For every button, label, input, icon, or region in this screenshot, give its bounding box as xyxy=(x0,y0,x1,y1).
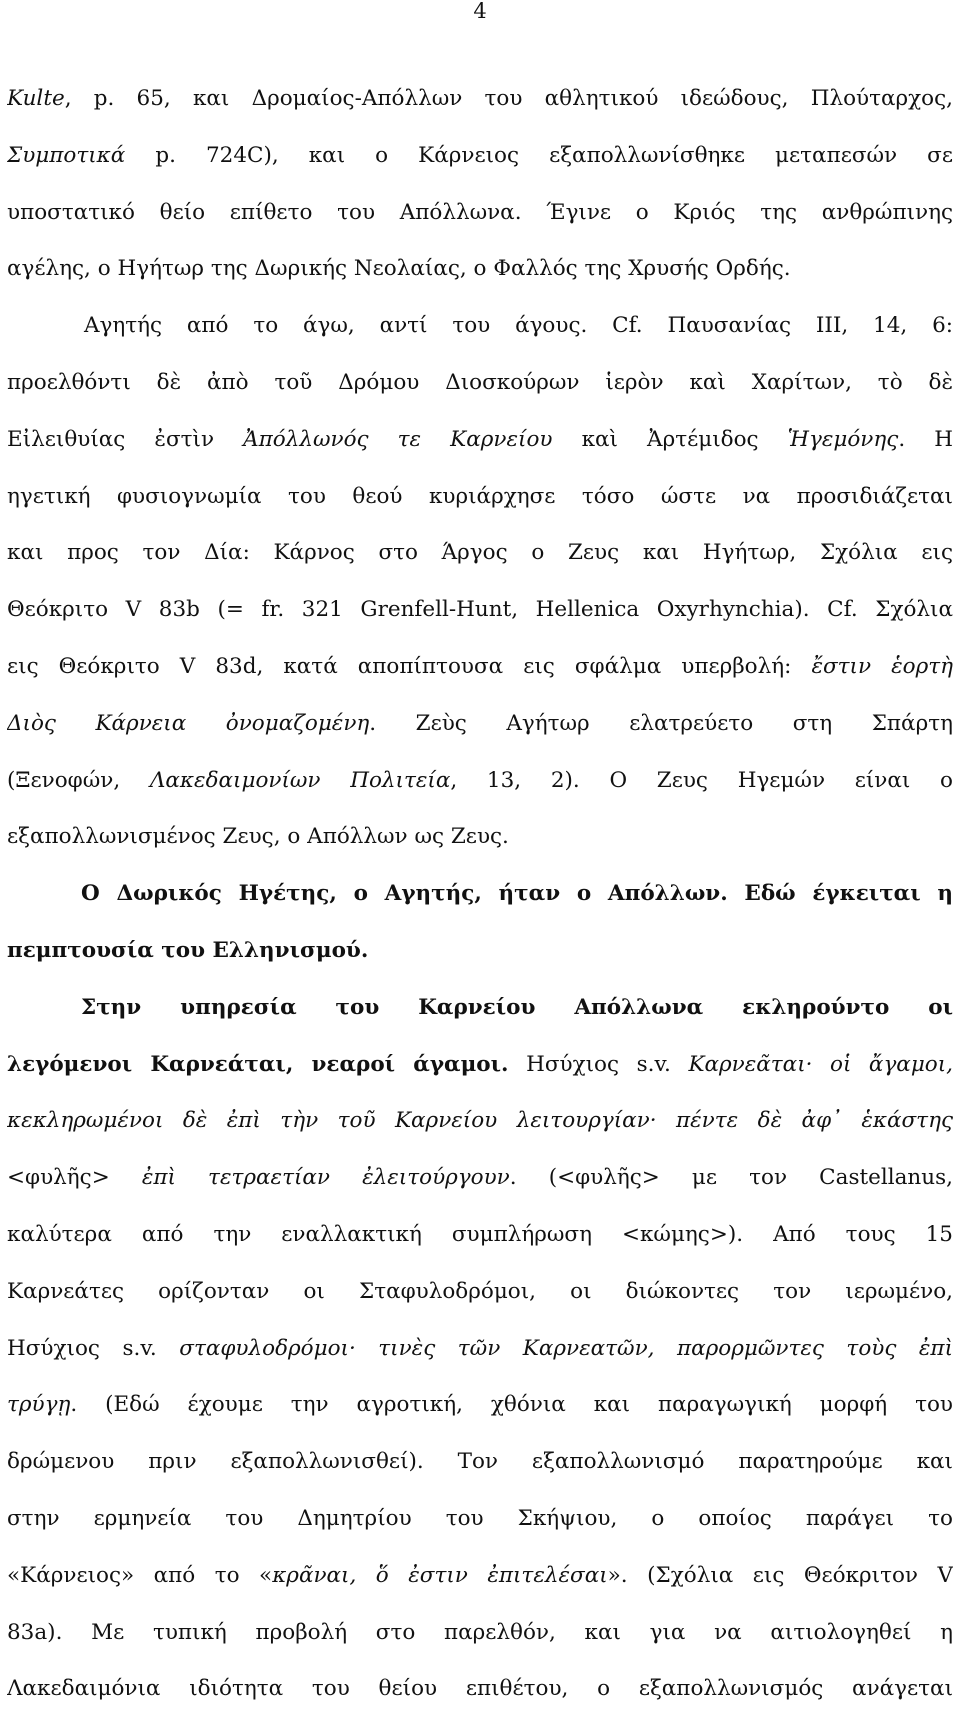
text-run: . Η xyxy=(898,426,953,452)
text-run: ». (Σχόλια εις Θεόκριτον V xyxy=(607,1562,953,1588)
text-run: λεγόμενοι Καρνεάται, νεαροί άγαμοι. xyxy=(7,1051,509,1077)
text-line xyxy=(7,1037,953,1094)
text-run: εις Θεόκριτο V 83d, κατά αποπίπτουσα εις σφάλμα υπερβολή: xyxy=(7,653,812,679)
text-run: υποστατικό θείο επίθετο του Απόλλωνα. Έγινε ο Κριός της ανθρώπινης xyxy=(7,199,953,225)
text-line xyxy=(7,1605,953,1662)
text-run: κρᾶναι, ὅ ἐστιν ἐπιτελέσαι xyxy=(272,1562,608,1588)
text-run: Ησύχιος s.v. xyxy=(508,1051,689,1077)
text-line xyxy=(7,525,953,582)
text-run: αγέλης, ο Ηγήτωρ της Δωρικής Νεολαίας, ο Φαλλός της Χρυσής Ορδής. xyxy=(7,256,791,282)
text-run: καλύτερα από την εναλλακτική συμπλήρωση <κώμης>). Από τους 15 xyxy=(7,1221,953,1247)
text-run: στην ερμηνεία του Δημητρίου του Σκήψιου, ο οποίος παράγει το xyxy=(7,1505,953,1531)
text-run: Λακεδαιμόνια ιδιότητα του θείου επιθέτου, ο εξαπολλωνισμός ανάγεται xyxy=(7,1676,953,1702)
text-line xyxy=(7,185,953,242)
text-line xyxy=(7,128,953,185)
text-run: Καρνεᾶται· οἱ ἄγαμοι, xyxy=(688,1051,953,1077)
text-run: (Ξενοφών, xyxy=(7,767,150,793)
text-run: <φυλῆς> xyxy=(7,1165,142,1191)
text-line xyxy=(7,298,953,355)
text-line xyxy=(7,696,953,753)
text-run: . (<φυλῆς> με τον Castellanus, xyxy=(509,1165,953,1191)
text-line xyxy=(7,1548,953,1605)
text-line xyxy=(7,241,953,298)
text-run: Ἡγεμόνης xyxy=(787,426,899,452)
text-run: και προς τον Δία: Κάρνος στο Άργος ο Ζευς και Ηγήτωρ, Σχόλια εις xyxy=(7,540,953,566)
text-line xyxy=(7,1434,953,1491)
text-run: , p. 65, και Δρομαίος-Απόλλων του αθλητικού ιδεώδους, Πλούταρχος, xyxy=(64,86,953,111)
text-run: κεκληρωμένοι δὲ ἐπὶ τὴν τοῦ Καρνείου λειτουργίαν· πέντε δὲ ἀφ᾽ ἑκάστης xyxy=(7,1108,953,1134)
text-run: πεμπτουσία του Ελληνισμού. xyxy=(7,937,369,963)
text-line xyxy=(7,866,953,923)
text-run: Kulte xyxy=(7,86,65,111)
text-run: δρώμενου πριν εξαπολλωνισθεί). Τον εξαπολλωνισμό παρατηρούμε και xyxy=(7,1449,953,1475)
text-line xyxy=(7,1207,953,1264)
text-line xyxy=(7,809,953,866)
text-run: ηγετική φυσιογνωμία του θεού κυριάρχησε τόσο ώστε να προσιδιάζεται xyxy=(7,483,953,509)
text-run: Καρνεάτες ορίζονταν οι Σταφυλοδρόμοι, οι διώκοντες τον ιερωμένο, xyxy=(7,1278,953,1304)
text-line xyxy=(7,1661,953,1718)
text-line xyxy=(7,1150,953,1207)
text-line xyxy=(7,1377,953,1434)
text-run: Εἰλειθυίας ἐστὶν xyxy=(7,426,244,452)
text-run: , 13, 2). Ο Ζευς Ηγεμών είναι ο xyxy=(450,767,953,793)
text-run: Διὸς Κάρνεια ὀνομαζομένη xyxy=(7,710,370,736)
page-number: 4 xyxy=(473,0,487,23)
text-run: p. 724C), και ο Κάρνειος εξαπολλωνίσθηκε μεταπεσών σε xyxy=(125,142,953,168)
text-run: 83a). Με τυπική προβολή στο παρελθόν, και για να αιτιολογηθεί η xyxy=(7,1619,953,1645)
text-line xyxy=(7,71,953,128)
text-run: εξαπολλωνισμένος Ζευς, ο Απόλλων ως Ζευς. xyxy=(7,824,509,850)
text-run: Ἀπόλλωνός τε Καρνείου xyxy=(243,426,553,452)
text-line xyxy=(7,1321,953,1378)
text-run: Αγητής από το άγω, αντί του άγους. Cf. Παυσανίας III, 14, 6: xyxy=(84,313,953,339)
text-run: τρύγῃ xyxy=(7,1392,71,1418)
text-line xyxy=(7,753,953,810)
text-line xyxy=(7,639,953,696)
text-line xyxy=(7,923,953,980)
text-line xyxy=(7,412,953,469)
text-line xyxy=(7,1264,953,1321)
text-run: . (Εδώ έχουμε την αγροτική, χθόνια και παραγωγική μορφή του xyxy=(70,1392,953,1418)
text-run: ἔστιν ἑορτὴ xyxy=(811,653,953,679)
text-run: Θεόκριτο V 83b (= fr. 321 Grenfell-Hunt, Hellenica Oxyrhynchia). Cf. Σχόλια xyxy=(7,597,953,623)
text-line xyxy=(7,582,953,639)
body-text xyxy=(7,71,953,1718)
text-line xyxy=(7,469,953,526)
text-run: καὶ Ἀρτέμιδος xyxy=(552,426,788,452)
text-run: προελθόντι δὲ ἀπὸ τοῦ Δρόμου Διοσκούρων ἱερὸν καὶ Χαρίτων, τὸ δὲ xyxy=(7,369,953,395)
text-line xyxy=(7,355,953,412)
text-run: ἐπὶ τετραετίαν ἐλειτούργουν xyxy=(141,1165,510,1191)
text-line xyxy=(7,1491,953,1548)
text-line xyxy=(7,980,953,1037)
text-run: Στην υπηρεσία του Καρνείου Απόλλωνα εκληρούντο οι xyxy=(81,994,953,1020)
text-run: . Ζεὺς Αγήτωρ ελατρεύετο στη Σπάρτη xyxy=(369,710,953,736)
text-run: Ο Δωρικός Ηγέτης, ο Αγητής, ήταν ο Απόλλων. Εδώ έγκειται η xyxy=(81,881,953,907)
text-run: σταφυλοδρόμοι· τινὲς τῶν Καρνεατῶν, παρορμῶντες τοὺς ἐπὶ xyxy=(179,1335,953,1361)
text-run: Λακεδαιμονίων Πολιτεία xyxy=(149,767,451,793)
text-line xyxy=(7,1093,953,1150)
text-run: «Κάρνειος» από το « xyxy=(7,1562,273,1588)
text-run: Συμποτικά xyxy=(7,142,126,168)
text-run: Ησύχιος s.v. xyxy=(7,1335,180,1361)
